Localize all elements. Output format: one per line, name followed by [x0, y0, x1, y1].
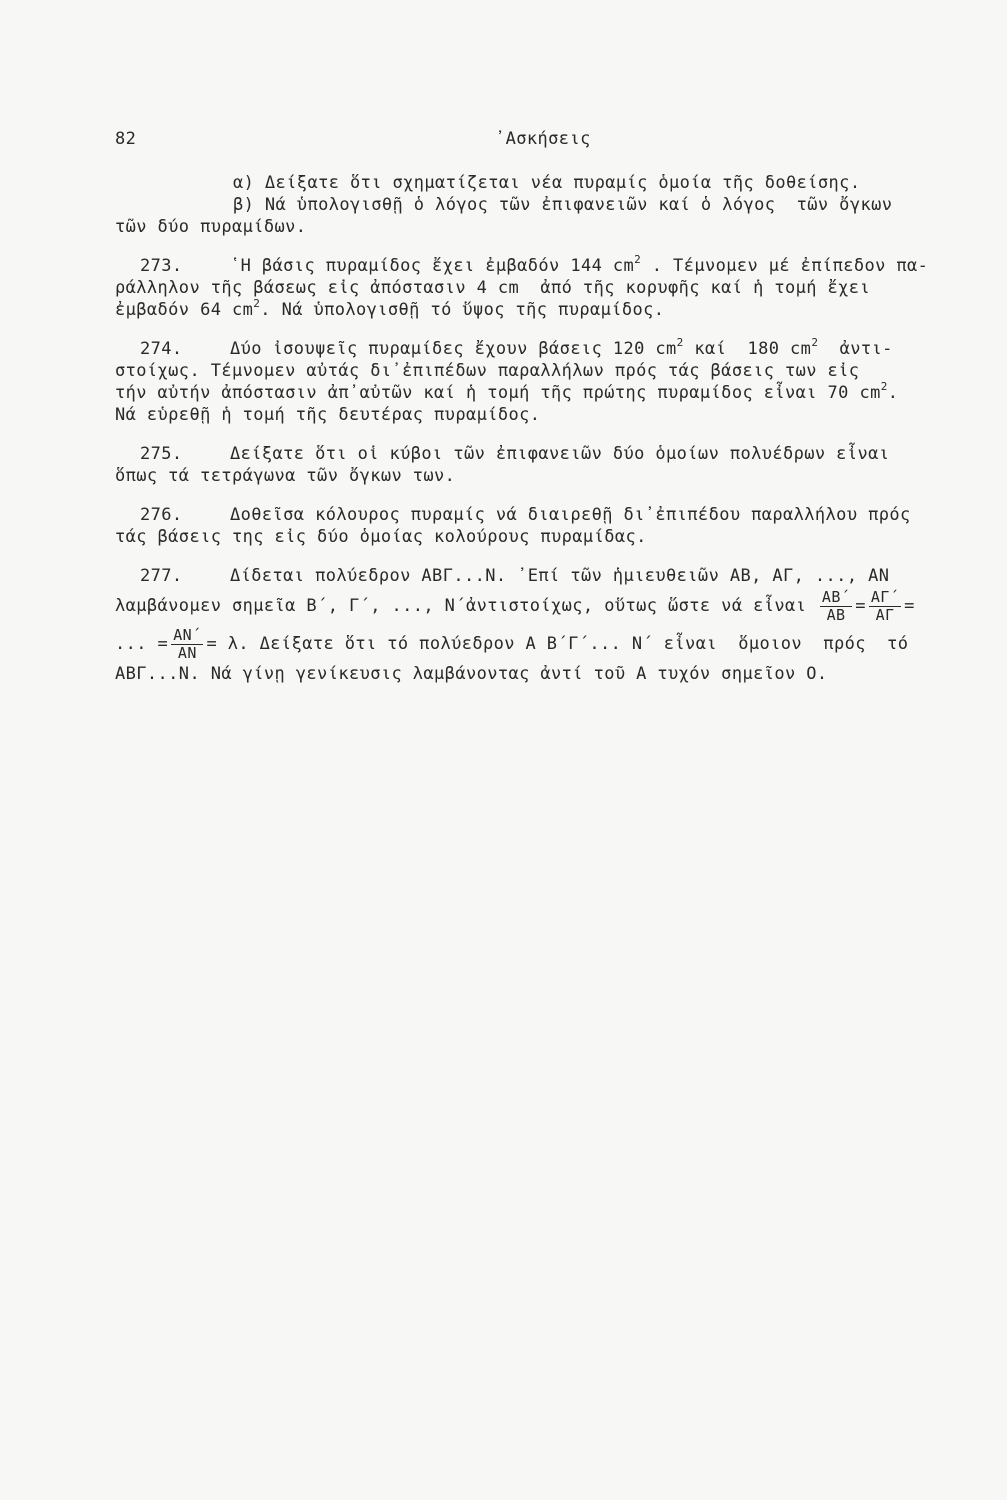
part-a-text: α) Δείξατε ὅτι σχηματίζεται νέα πυραμίς ὁμοία τῆς δοθείσης. [233, 173, 861, 193]
superscript: 2 [253, 297, 261, 310]
exercise-text-line: . Τέμνομεν μέ ἐπίπεδον πα- [641, 256, 929, 276]
exercise-274-line4 [115, 404, 975, 426]
equals-sign: = [904, 596, 915, 616]
exercise-number: 277. [140, 566, 183, 586]
exercise-text-line: Δοθεῖσα κόλουρος πυραμίς νά διαιρεθῇ δι᾽ἐπιπέδου παραλλήλου πρός [230, 505, 911, 525]
fraction-numerator: ΑΝ΄ [173, 625, 202, 644]
exercise-273-line2 [115, 277, 975, 299]
exercise-text-line: στοίχως. Τέμνομεν αὐτάς δι᾽ἐπιπέδων παραλλήλων πρός τάς βάσεις των εἰς [115, 361, 860, 381]
exercise-text [115, 172, 975, 685]
exercise-277 [115, 565, 975, 587]
exercise-text-line: Νά εὑρεθῇ ἡ τομή τῆς δευτέρας πυραμίδος. [115, 405, 541, 425]
superscript: 2 [811, 336, 819, 349]
fraction-denominator: ΑΓ [875, 605, 895, 624]
exercise-text-line: = λ. Δείξατε ὅτι τό πολύεδρον Α Β΄Γ΄... Ν΄ εἶναι ὅμοιον πρός τό [206, 634, 909, 654]
exercise-text-line: τήν αὐτήν ἀπόστασιν ἀπ᾽αὐτῶν καί ἡ τομή τῆς πρώτης πυραμίδος εἶναι 70 cm [115, 383, 881, 403]
exercise-277-line4 [115, 663, 975, 685]
exercise-274-line2 [115, 360, 975, 382]
superscript: 2 [676, 336, 684, 349]
part-b-line [115, 194, 975, 216]
exercise-text-line: τάς βάσεις της εἰς δύο ὁμοίας κολούρους πυραμίδας. [115, 527, 647, 547]
fraction-denominator: ΑΝ [177, 643, 197, 662]
superscript: 2 [634, 253, 642, 266]
exercise-273-line3 [115, 299, 975, 321]
fraction-numerator: ΑΒ΄ [821, 587, 851, 606]
exercise-277-line3 [115, 625, 975, 663]
exercise-number: 274. [140, 339, 183, 359]
part-a-line [115, 172, 975, 194]
exercise-text-line: Δείξατε ὅτι οἱ κύβοι τῶν ἐπιφανειῶν δύο ὁμοίων πολυέδρων εἶναι [230, 444, 890, 464]
fraction-ag [869, 589, 901, 624]
exercise-273 [115, 255, 975, 277]
exercise-275-line2 [115, 465, 975, 487]
exercise-text-line: ράλληλον τῆς βάσεως εἰς ἀπόστασιν 4 cm ἀπό τῆς κορυφῆς καί ἡ τομή ἔχει [115, 278, 871, 298]
part-b-line-cont [115, 216, 975, 238]
exercise-number: 276. [140, 505, 183, 525]
part-b-text-cont: τῶν δύο πυραμίδων. [115, 217, 307, 237]
page-header [115, 129, 975, 155]
exercise-text-line: ῾Η βάσις πυραμίδος ἔχει ἐμβαδόν 144 cm [230, 256, 635, 276]
exercise-276-line2 [115, 526, 975, 548]
fraction-ab [820, 589, 852, 624]
running-title: ᾽Ασκήσεις [495, 129, 591, 149]
exercise-text-line: . [887, 383, 899, 403]
part-b-text: β) Νά ὑπολογισθῇ ὁ λόγος τῶν ἐπιφανειῶν καί ὁ λόγος τῶν ὄγκων [233, 195, 893, 215]
equals-sign: = [855, 596, 866, 616]
exercise-text-line: ὅπως τά τετράγωνα τῶν ὄγκων των. [115, 466, 456, 486]
exercise-text-line: ... = [115, 634, 169, 654]
exercise-text-line: ΑΒΓ...Ν. Νά γίνῃ γενίκευσις λαμβάνοντας ἀντί τοῦ Α τυχόν σημεῖον Ο. [115, 664, 828, 684]
exercise-text-line: Δύο ἰσουψεῖς πυραμίδες ἔχουν βάσεις 120 cm [230, 339, 677, 359]
page-number: 82 [115, 129, 137, 149]
exercise-number: 273. [140, 256, 183, 276]
exercise-text-line: ἀντι- [818, 339, 893, 359]
exercise-number: 275. [140, 444, 183, 464]
exercise-274-line3 [115, 382, 975, 404]
exercise-274 [115, 338, 975, 360]
fraction-numerator: ΑΓ΄ [870, 587, 900, 606]
exercise-text-line: . Νά ὑπολογισθῇ τό ὕψος τῆς πυραμίδος. [260, 300, 665, 320]
exercise-276 [115, 504, 975, 526]
fraction-an [171, 627, 203, 662]
fraction-denominator: ΑΒ [826, 605, 846, 624]
exercise-text-line: λαμβάνομεν σημεῖα Β΄, Γ΄, ..., Ν΄ἀντιστοίχως, οὕτως ὥστε νά εἶναι [115, 596, 807, 616]
exercise-277-line2 [115, 587, 975, 625]
exercise-text-line: καί 180 cm [683, 339, 812, 359]
superscript: 2 [880, 380, 888, 393]
exercise-275 [115, 443, 975, 465]
exercise-text-line: Δίδεται πολύεδρον ΑΒΓ...Ν. ᾽Επί τῶν ἡμιευθειῶν ΑΒ, ΑΓ, ..., ΑΝ [230, 566, 890, 586]
exercise-text-line: ἐμβαδόν 64 cm [115, 300, 254, 320]
